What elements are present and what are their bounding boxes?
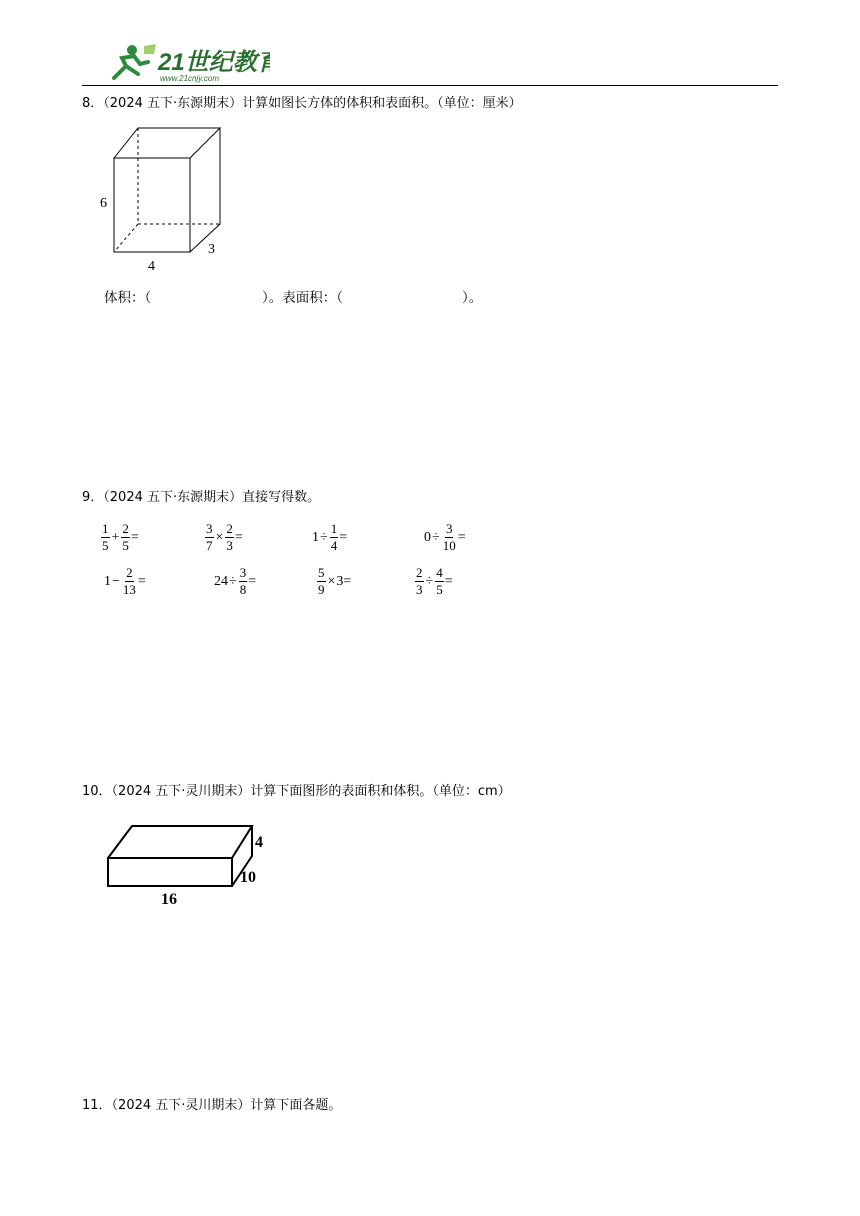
q8-surface-blank[interactable] (358, 288, 462, 302)
q8-height-label: 6 (100, 196, 107, 211)
q8-volume-blank[interactable] (158, 288, 262, 302)
q8-end-label: ）。 (462, 290, 483, 306)
q9-expr-3: 1 ÷ $\frac{1}{4}$ = (312, 521, 348, 553)
header-divider (82, 85, 778, 86)
q9-expr-2: $\frac{3}{7}$ × $\frac{2}{3}$ = (206, 521, 243, 553)
q8-volume-label: 体积：（ (104, 290, 152, 306)
q10-length-label: 16 (161, 891, 177, 908)
question-11-title: 11．（2024 五下·灵川期末）计算下面各题。 (82, 1098, 342, 1113)
question-10-title: 10．（2024 五下·灵川期末）计算下面图形的表面积和体积。（单位：cm） (82, 784, 511, 799)
logo-text: 21世纪教育 (158, 49, 270, 76)
q10-height-label: 4 (255, 834, 263, 851)
q9-expr-8: $\frac{2}{3}$ ÷ $\frac{4}{5}$ = (416, 565, 453, 597)
q9-expr-6: 24 ÷ $\frac{3}{8}$ = (214, 565, 257, 597)
question-9-title: 9．（2024 五下·东源期末）直接写得数。 (82, 490, 321, 505)
q8-length-label: 4 (148, 259, 155, 274)
q9-expr-4: 0 ÷ $\frac{3}{10}$ = (424, 521, 466, 553)
question-8-title: 8．（2024 五下·东源期末）计算如图长方体的体积和表面积。（单位：厘米） (82, 96, 522, 111)
site-logo (100, 40, 270, 84)
q10-width-label: 10 (240, 869, 256, 886)
logo-url: www.21cnjy.com (160, 74, 219, 83)
q9-expr-5: 1 − $\frac{2}{13}$ = (104, 565, 146, 597)
q10-cuboid-figure (100, 818, 280, 918)
q9-expr-7: $\frac{5}{9}$ × 3 = (318, 565, 352, 597)
q9-expr-1: $\frac{1}{5}$ + $\frac{2}{5}$ = (102, 521, 139, 553)
q8-cuboid-figure (92, 120, 232, 284)
runner-logo-icon (114, 44, 156, 78)
q8-surface-label: ）。表面积：（ (262, 290, 343, 306)
q8-width-label: 3 (208, 242, 215, 257)
